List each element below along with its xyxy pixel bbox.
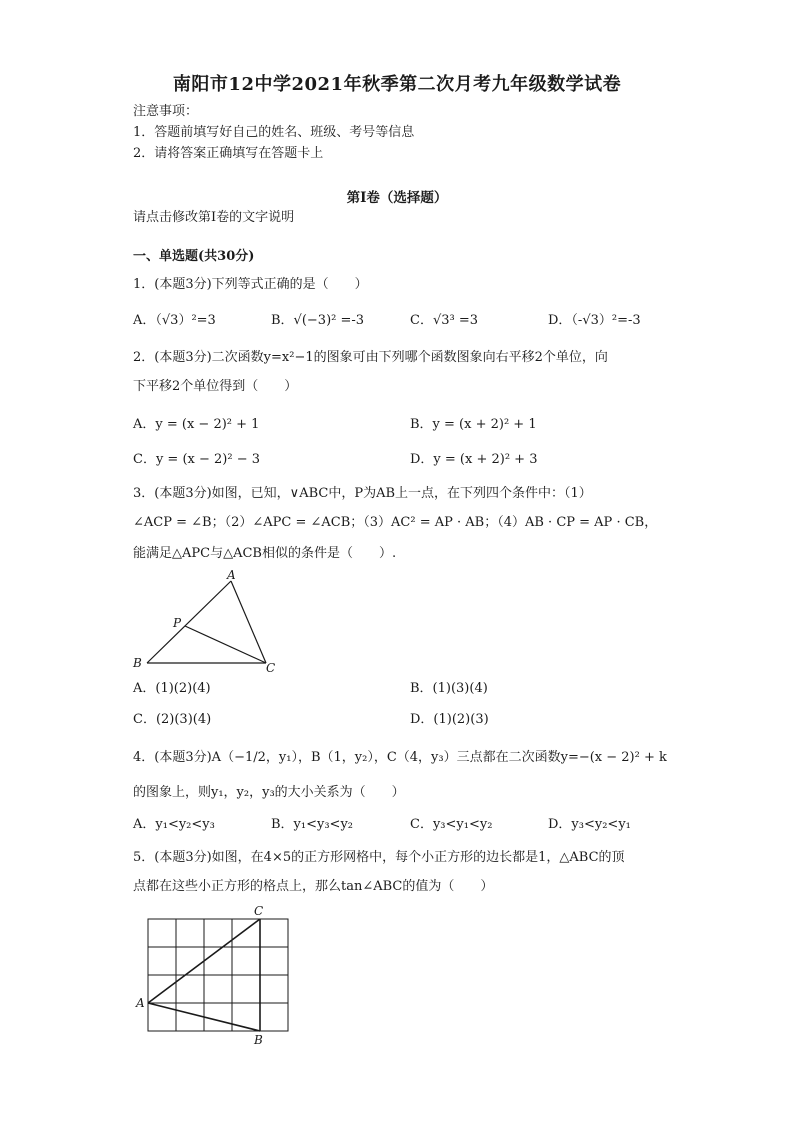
question-4-option-d: D．y₃<y₂<y₁ xyxy=(548,817,631,832)
square-grid xyxy=(148,919,288,1031)
question-3-stem-line-2: ∠ACP = ∠B；（2）∠APC = ∠ACB；（3）AC² = AP · AB；（4）AB · CP = AP · CB， xyxy=(133,515,658,530)
triangle-apc-figure xyxy=(130,566,285,674)
label-c: C xyxy=(254,904,264,918)
grid-triangle-figure xyxy=(133,902,298,1048)
question-3-option-d: D．(1)(2)(3) xyxy=(410,712,489,727)
label-a: A xyxy=(136,996,145,1010)
segment-ac xyxy=(231,581,266,663)
segment-pc xyxy=(185,626,266,663)
segment-ab xyxy=(147,581,231,663)
notice-heading: 注意事项： xyxy=(133,104,199,119)
question-2-stem-line-2: 下平移2个单位得到（ ） xyxy=(133,379,298,394)
question-1-option-d: D．（-√3）²=-3 xyxy=(548,313,641,328)
question-3-stem-line-3: 能满足△APC与△ACB相似的条件是（ ）. xyxy=(133,546,397,561)
label-p: P xyxy=(173,616,182,630)
label-c: C xyxy=(266,661,276,674)
question-2-option-b: B．y = (x + 2)² + 1 xyxy=(410,417,537,432)
question-2-option-d: D．y = (x + 2)² + 3 xyxy=(410,452,538,467)
label-a: A xyxy=(227,568,236,582)
question-3-option-b: B．(1)(3)(4) xyxy=(410,681,488,696)
label-b: B xyxy=(254,1033,263,1047)
question-1-stem: 1．(本题3分)下列等式正确的是（ ） xyxy=(133,277,368,292)
notice-item-1: 1．答题前填写好自己的姓名、班级、考号等信息 xyxy=(133,125,415,140)
question-5-stem-line-1: 5．(本题3分)如图，在4×5的正方形网格中，每个小正方形的边长都是1，△ABC的顶 xyxy=(133,850,625,865)
question-1-option-a: A．（√3）²=3 xyxy=(133,313,216,328)
question-2-option-a: A．y = (x − 2)² + 1 xyxy=(133,417,260,432)
question-4-stem-line-2: 的图象上，则y₁，y₂，y₃的大小关系为（ ） xyxy=(133,785,405,800)
section-title: 第I卷（选择题） xyxy=(346,190,448,206)
label-b: B xyxy=(133,656,142,670)
question-4-option-c: C．y₃<y₁<y₂ xyxy=(410,817,493,832)
part-heading: 一、单选题(共30分) xyxy=(133,249,255,264)
question-1-option-b: B．√(−3)² =-3 xyxy=(271,313,365,328)
question-5-stem-line-2: 点都在这些小正方形的格点上，那么tan∠ABC的值为（ ） xyxy=(133,879,494,894)
question-2-stem-line-1: 2．(本题3分)二次函数y=x²−1的图象可由下列哪个函数图象向右平移2个单位，向 xyxy=(133,350,608,365)
question-4-option-a: A．y₁<y₂<y₃ xyxy=(133,817,215,832)
question-2-option-c: C．y = (x − 2)² − 3 xyxy=(133,452,260,467)
question-1-option-c: C．√3³ =3 xyxy=(410,313,479,328)
exam-title: 南阳市12中学2021年秋季第二次月考九年级数学试卷 xyxy=(172,74,622,95)
notice-item-2: 2．请将答案正确填写在答题卡上 xyxy=(133,146,324,161)
question-3-option-a: A．(1)(2)(4) xyxy=(133,681,211,696)
question-3-option-c: C．(2)(3)(4) xyxy=(133,712,212,727)
question-4-option-b: B．y₁<y₃<y₂ xyxy=(271,817,354,832)
question-3-stem-line-1: 3．(本题3分)如图，已知，∨ABC中，P为AB上一点，在下列四个条件中：（1） xyxy=(133,486,592,501)
section-description: 请点击修改第I卷的文字说明 xyxy=(133,210,295,225)
question-4-stem-line-1: 4．(本题3分)A（−1/2，y₁），B（1，y₂），C（4，y₃）三点都在二次函数y=−(x − 2)² + k xyxy=(133,750,667,765)
